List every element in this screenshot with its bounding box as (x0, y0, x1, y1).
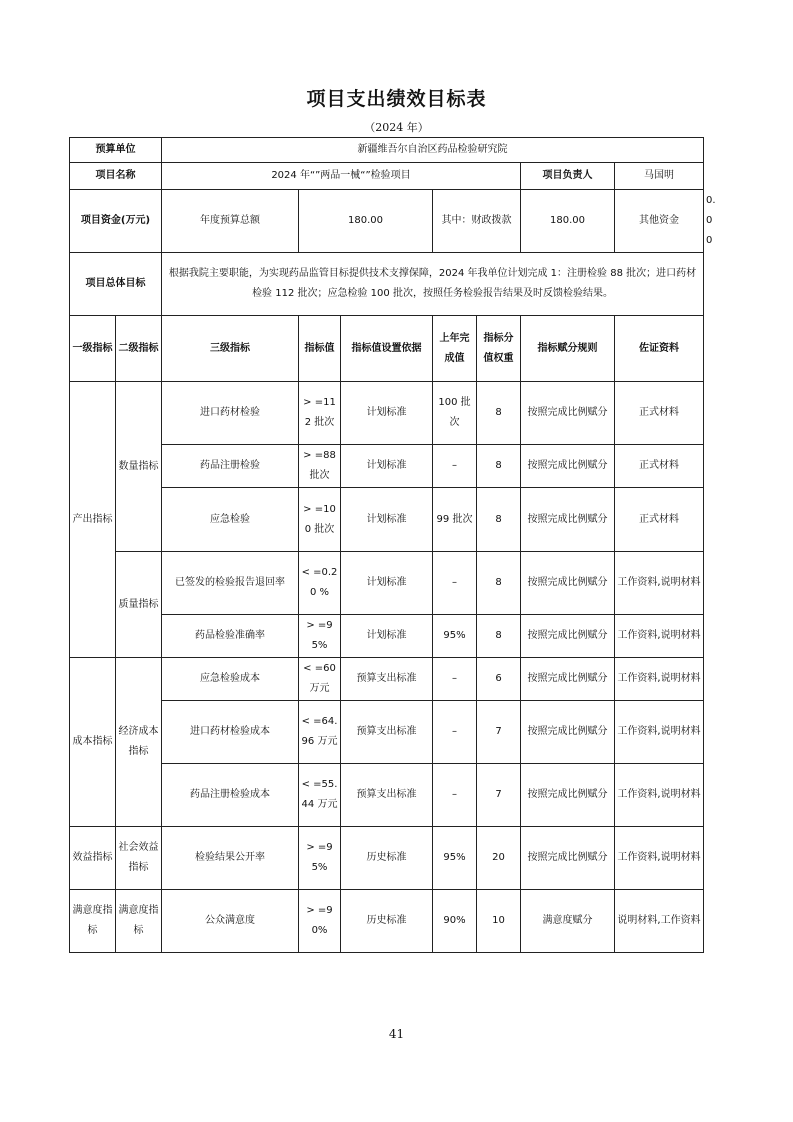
header-last-year: 上年完成值 (433, 316, 477, 382)
row-name: 应急检验成本 (162, 658, 299, 701)
row-rule: 按照完成比例赋分 (521, 658, 615, 701)
row-value: > =95% (299, 615, 341, 658)
row-basis: 计划标准 (341, 615, 433, 658)
group-quality: 质量指标 (116, 552, 162, 658)
row-value: > =100 批次 (299, 488, 341, 552)
row-evidence: 工作资料,说明材料 (615, 658, 704, 701)
row-weight: 8 (477, 488, 521, 552)
funds-row: 项目资金(万元) 年度预算总额 180.00 其中：财政拨款 180.00 其他资金 0.00 (70, 190, 704, 253)
row-value: < =60 万元 (299, 658, 341, 701)
row-name: 公众满意度 (162, 890, 299, 953)
row-basis: 计划标准 (341, 552, 433, 615)
table-row (70, 764, 704, 827)
row-rule: 按照完成比例赋分 (521, 552, 615, 615)
table-row (70, 701, 704, 764)
row-basis: 预算支出标准 (341, 658, 433, 701)
funds-label: 项目资金(万元) (70, 190, 162, 253)
row-last-year: 95% (433, 827, 477, 890)
row-basis: 计划标准 (341, 488, 433, 552)
table-row (70, 552, 704, 615)
goal-text: 根据我院主要职能，为实现药品监管目标提供技术支撑保障，2024 年我单位计划完成 1：注册检验 88 批次；进口药材检验 112 批次；应急检验 100 批次，按照任务检验报告结果及时反馈检验结果。 (162, 253, 704, 316)
row-value: < =55.44 万元 (299, 764, 341, 827)
header-level2: 二级指标 (116, 316, 162, 382)
row-value: > =95% (299, 827, 341, 890)
row-last-year: – (433, 445, 477, 488)
row-evidence: 工作资料,说明材料 (615, 764, 704, 827)
row-rule: 按照完成比例赋分 (521, 488, 615, 552)
table-row (70, 890, 704, 953)
row-last-year: 90% (433, 890, 477, 953)
row-basis: 计划标准 (341, 445, 433, 488)
row-weight: 8 (477, 445, 521, 488)
header-evidence: 佐证资料 (615, 316, 704, 382)
table-row (70, 488, 704, 552)
row-value: > =88 批次 (299, 445, 341, 488)
header-basis: 指标值设置依据 (341, 316, 433, 382)
row-rule: 按照完成比例赋分 (521, 445, 615, 488)
row-evidence: 说明材料,工作资料 (615, 890, 704, 953)
fiscal-funds-label: 其中：财政拨款 (433, 190, 521, 253)
row-value: < =0.20 % (299, 552, 341, 615)
header-rule: 指标赋分规则 (521, 316, 615, 382)
row-rule: 按照完成比例赋分 (521, 701, 615, 764)
header-value: 指标值 (299, 316, 341, 382)
performance-goal-table (69, 137, 716, 953)
row-rule: 按照完成比例赋分 (521, 615, 615, 658)
row-evidence: 工作资料,说明材料 (615, 615, 704, 658)
row-rule: 按照完成比例赋分 (521, 382, 615, 445)
row-last-year: – (433, 658, 477, 701)
row-evidence: 工作资料,说明材料 (615, 552, 704, 615)
row-rule: 按照完成比例赋分 (521, 764, 615, 827)
row-evidence: 正式材料 (615, 382, 704, 445)
row-weight: 20 (477, 827, 521, 890)
project-leader-value: 马国明 (615, 163, 704, 190)
row-last-year: 99 批次 (433, 488, 477, 552)
row-name: 进口药材检验 (162, 382, 299, 445)
row-last-year: – (433, 701, 477, 764)
row-evidence: 正式材料 (615, 488, 704, 552)
row-basis: 预算支出标准 (341, 701, 433, 764)
table-row (70, 382, 704, 445)
row-basis: 预算支出标准 (341, 764, 433, 827)
goal-row (70, 253, 704, 316)
row-weight: 8 (477, 552, 521, 615)
group-satisfaction: 满意度指标 (70, 890, 116, 953)
group-social-benefit: 社会效益指标 (116, 827, 162, 890)
row-name: 药品注册检验成本 (162, 764, 299, 827)
header-row (70, 316, 704, 382)
row-name: 已签发的检验报告退回率 (162, 552, 299, 615)
table-row (70, 615, 704, 658)
table-row (70, 827, 704, 890)
row-rule: 满意度赋分 (521, 890, 615, 953)
row-weight: 7 (477, 764, 521, 827)
row-basis: 历史标准 (341, 890, 433, 953)
row-name: 检验结果公开率 (162, 827, 299, 890)
row-evidence: 正式材料 (615, 445, 704, 488)
row-name: 药品注册检验 (162, 445, 299, 488)
row-weight: 6 (477, 658, 521, 701)
row-weight: 8 (477, 382, 521, 445)
row-value: > =90% (299, 890, 341, 953)
group-satisfaction-sub: 满意度指标 (116, 890, 162, 953)
budget-unit-label: 预算单位 (70, 138, 162, 163)
row-name: 药品检验准确率 (162, 615, 299, 658)
other-funds-label: 其他资金 (615, 190, 704, 253)
group-quantity: 数量指标 (116, 382, 162, 552)
row-last-year: 95% (433, 615, 477, 658)
project-name-value: 2024 年“”两品一械“”检验项目 (162, 163, 521, 190)
table-row (70, 658, 704, 701)
header-level3: 三级指标 (162, 316, 299, 382)
row-last-year: 100 批次 (433, 382, 477, 445)
row-name: 进口药材检验成本 (162, 701, 299, 764)
group-cost: 成本指标 (70, 658, 116, 827)
project-name-row (70, 163, 704, 190)
row-evidence: 工作资料,说明材料 (615, 827, 704, 890)
project-name-label: 项目名称 (70, 163, 162, 190)
annual-budget-value: 180.00 (299, 190, 433, 253)
header-weight: 指标分值权重 (477, 316, 521, 382)
row-basis: 历史标准 (341, 827, 433, 890)
row-last-year: – (433, 764, 477, 827)
row-value: < =64.96 万元 (299, 701, 341, 764)
row-basis: 计划标准 (341, 382, 433, 445)
row-name: 应急检验 (162, 488, 299, 552)
row-last-year: – (433, 552, 477, 615)
fiscal-funds-value: 180.00 (521, 190, 615, 253)
row-weight: 8 (477, 615, 521, 658)
group-economic-cost: 经济成本指标 (116, 658, 162, 827)
row-value: > =112 批次 (299, 382, 341, 445)
annual-budget-label: 年度预算总额 (162, 190, 299, 253)
table-row (70, 445, 704, 488)
group-benefit: 效益指标 (70, 827, 116, 890)
year-label: （2024 年） (364, 121, 429, 134)
goal-label: 项目总体目标 (70, 253, 162, 316)
header-level1: 一级指标 (70, 316, 116, 382)
page-title: 项目支出绩效目标表 (306, 88, 487, 110)
row-evidence: 工作资料,说明材料 (615, 701, 704, 764)
project-leader-label: 项目负责人 (521, 163, 615, 190)
group-output: 产出指标 (70, 382, 116, 658)
row-rule: 按照完成比例赋分 (521, 827, 615, 890)
row-weight: 10 (477, 890, 521, 953)
row-weight: 7 (477, 701, 521, 764)
page-number: 41 (388, 1027, 405, 1041)
budget-unit-value: 新疆维吾尔自治区药品检验研究院 (162, 138, 704, 163)
budget-unit-row (70, 138, 704, 163)
